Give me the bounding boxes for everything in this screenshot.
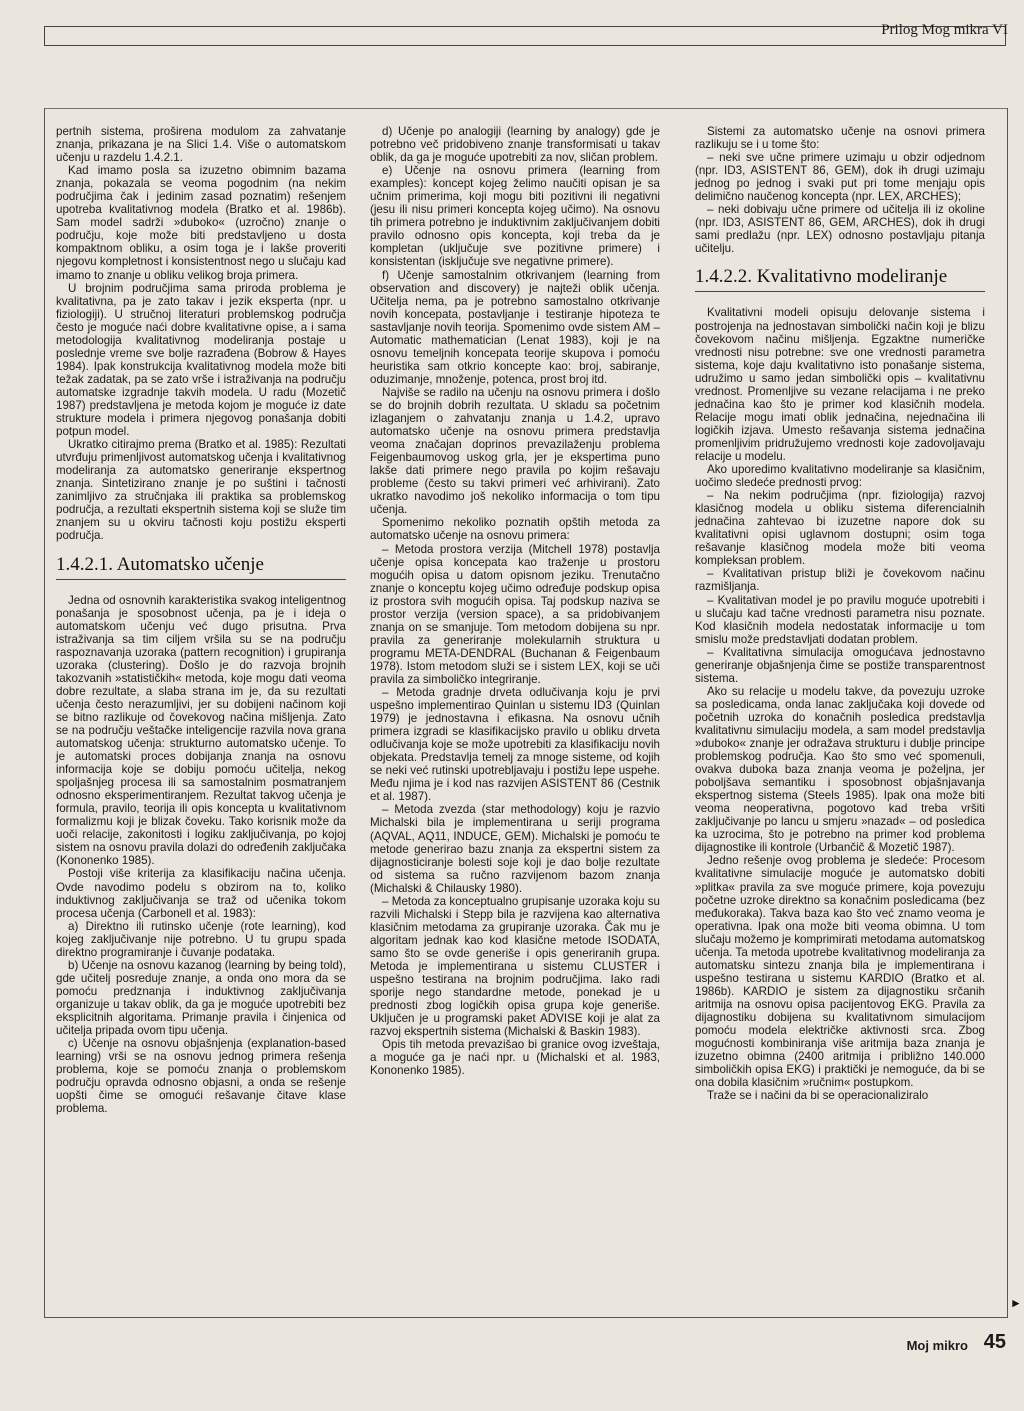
paragraph: Ukratko citirajmo prema (Bratko et al. 1985): Rezultati utvrđuju primenljivost automatskog učenja i kvalitativnog modeliranja za automatsko generiranje ekspertnog znanja. Sintetizirano znanje je po suštini i tačnosti zanimljivo za stručnjaka ili praktika sa problemskog područja, a rezultati ekspertnih sistema koji se služe tim znanjem su u okviru tačnosti koju postižu eksperti područja. [56,438,346,543]
section-heading: 1.4.2.1. Automatsko učenje [56,553,346,580]
paragraph: Traže se i načini da bi se operacionaliziralo [707,1089,929,1103]
paragraph: – Metoda zvezda (star methodology) koju je razvio Michalski bila je implementirana u seriji programa (AQVAL, AQ11, INDUCE, GEM). Michalski je pomoću te metode generirao bazu znanja za ekspertni sistem za dijagnosticiranje bolesti soje koji je dao bolje rezultate od sistema sa ručno razvijenom bazom znanja (Michalski & Chilausky 1980). [370,803,660,895]
magazine-name: Moj mikro [906,1338,968,1353]
paragraph: b) Učenje na osnovu kazanog (learning by being told), gde učitelj posreduje znanje, a onda ono mora da se pomoću predznanja i induktivnog zaključivanja organizuje u takav oblik, da ga je moguće upotrebiti bez eksplicitnih algoritama. Primanje pravila i činjenica od učitelja pripada ovom tipu učenja. [56,958,346,1038]
column-3 [695,125,985,1102]
paragraph: Opis tih metoda prevazišao bi granice ovog izveštaja, a moguće ga je naći npr. u (Michalski et al. 1983, Kononenko 1985). [370,1038,660,1078]
paragraph: – Kvalitativan model je po pravilu moguće upotrebiti i u slučaju kad tačne vrednosti parametra nisu poznate. Kod klasičnih modela nedostatak informacije u tom smislu može predstavljati dodatan problem. [695,593,985,646]
header-band [44,26,1006,46]
paragraph: – Metoda prostora verzija (Mitchell 1978) postavlja učenje opisa koncepata kao traženje u prostoru mogućih opisa u datom opisnom jeziku. Trenutačno znanje o konceptu kojeg učimo određuje podskup opisa iz prostora svih mogućih opisa. Taj podskup naziva se prostor verzija (version space), a sa pridobivanjem znanja on se smanjuje. Tom metodom dobijena su npr. pravila za generiranje molekularnih struktura u programu META-DENDRAL (Buchanan & Feigenbaum 1978). Istom metodom služi se i sistem LEX, koji se uči pravila za simboličko integriranje. [370,542,660,686]
paragraph: – neki dobivaju učne primere od učitelja ili iz okoline (npr. ID3, ASISTENT 86, GEM, ARCHES), dok ih drugi sami predlažu (npr. LEX) odnosno postavljaju pitanja učitelju. [695,203,985,256]
paragraph: f) Učenje samostalnim otkrivanjem (learning from observation and discovery) je najteži oblik učenja. Učitelja nema, pa je potrebno samostalno otkrivanje novih koncepata, postavljanje i testiranje hipoteza te sastavljanje novih teorija. Spomenimo ovde sistem AM – Automatic mathematician (Lenat 1983), koji je na osnovu temeljnih koncepata teorije skupova i pomoću heuristika sam otkrio koncepte kao: broj, sabiranje, oduzimanje, množenje, potenca, prost broj itd. [370,268,660,386]
paragraph: c) Učenje na osnovu objašnjenja (explanation-based learning) vrši se na osnovu jednog primera rešenja problema, koje se pomoću znanja o problemskom području opravda odnosno objasni, a onda se rešenje uopšti čime se omogući rešavanje čitave klase problema. [56,1037,346,1116]
page-number: 45 [983,1331,1006,1353]
paragraph: Kad imamo posla sa izuzetno obimnim bazama znanja, pokazala se veoma pogodnim (na nekim područjima čak i jedinim zasad poznatim) rešenjem upotreba kvalitativnog modela (Bratko et al. 1986b). Sam model sadrži »duboko« (uzročno) znanje o području, koje može biti predstavljeno u dosta kompaktnom obliku, a osim toga je i lakše proveriti njegovu kompletnost i konsistentnost nego u slučaju kad imamo to znanje u obliku velikog broja primera. [56,164,346,282]
paragraph: – Na nekim područjima (npr. fiziologija) razvoj klasičnog modela u obliku sistema diferencialnih jednačina zahtevao bi izuzetne napore dok su kvalitativni opisi uglavnom dostupni; osim toga rešavanje klasičnog modela može biti veoma kompleksan problem. [695,489,985,568]
column-1 [56,125,346,1115]
supplement-header: Prilog Mog mikra VI [881,22,1008,38]
paragraph: pertnih sistema, proširena modulom za zahvatanje znanja, prikazana je na Slici 1.4. Više o automatskom učenju u razdelu 1.4.2.1. [56,125,346,165]
paragraph: d) Učenje po analogiji (learning by analogy) gde je potrebno več pridobiveno znanje transformisati u takav oblik, da ga je moguće upotrebiti za nov, sličan problem. [370,125,660,165]
paragraph: Postoji više kriterija za klasifikaciju načina učenja. Ovde navodimo podelu s obzirom na to, koliko induktivnog zaključivanja se traž od učenika tokom procesa učenja (Carbonell et al. 1983): [56,867,346,920]
paragraph: Kvalitativni modeli opisuju delovanje sistema i postrojenja na jednostavan simbolički način koji je blizu čovekovom načinu mišljenja. Egzaktne numeričke vrednosti nisu potrebne: sve one vrednosti parametra sistema, koje daju kvalitativno isto ponašanje sistema, udružimo u samo jedan simbolički opis – kvalitativnu vrednost. Promenljive su vezane relacijama i ne preko jednačina kao što je primer kod klasičnih modela. Relacije mogu imati oblik jednačina, nejednačina ili logičkih izjava. Umesto rešavanja sistema jednačina promenljivim pridružujemo vrednosti koje zadovoljavaju relacije u modelu. [695,306,985,463]
continue-arrow-icon: ► [1010,1296,1022,1310]
paragraph: – Metoda gradnje drveta odlučivanja koju je prvi uspešno implementirao Quinlan u sistemu ID3 (Quinlan 1979) je jednostavna i efikasna. Na osnovu učnih primera izgradi se klasifikacijsko pravilo u obliku drveta odlučivanja koje se može upotrebiti za klasifikaciju novih objekata. Predstavlja temelj za mnoge sisteme, od kojih se neki već rutinski upotrebljavaju i postižu lepe uspehe. Među njima je i kod nas razvijen ASISTENT 86 (Cestnik et al. 1987). [370,686,660,804]
paragraph: Spomenimo nekoliko poznatih opštih metoda za automatsko učenje na osnovu primera: [370,516,660,543]
section-heading: 1.4.2.2. Kvalitativno modeliranje [695,265,985,292]
paragraph: – Kvalitativan pristup bliži je čovekovom načinu razmišljanja. [695,567,985,594]
paragraph: – Metoda za konceptualno grupisanje uzoraka koju su razvili Michalski i Stepp bila je razvijena kao alternativa klasičnim metodama za grupiranje uzoraka. Čak mu je algoritam jednak kao kod klasične metode ISODATA, samo što se ovde generiše i opis generiranih grupa. Metoda je implementirana u sistemu CLUSTER i uspešno testirana na brojnim područjima. Iako radi sporije nego standardne metode, ponekad je u prednosti zbog logičkih opisa grupa koje generiše. Uključen je u programski paket ADVISE koji je alat za razvoj ekspertnih sistema (Michalski & Baskin 1983). [370,894,660,1039]
paragraph: Jedna od osnovnih karakteristika svakog inteligentnog ponašanja je sposobnost učenja, pa je i ideja o automatskom učenju već dugo prisutna. Prva istraživanja sa tim ciljem vršila su se na području raspoznavanja uzoraka (pattern recognition) i grupiranja uzoraka (clustering). Došlo je do razvoja brojnih takozvanih »statističkih« metoda, koje mogu dati veoma dobre rezultate, a slaba strana im je, da su rezultati učenja često nerazumljivi, jer su dobijeni načinom koji se bitno razlikuje od čovekovog načina mišljenja. Zato se na području veštačke inteligencije razvila nova grana automatskog učenja: strukturno automatsko učenje. To je automatski proces dobijanja znanja na osnovu informacija koje se dobiju pomoću učitelja, nekog spoljašnjeg procesa ili sa samostalnim posmatranjem odnosno eksperimentiranjem. Rezultat takvog učenja je formula, pravilo, teorija ili opis koncepta u kvalitativnom formalizmu koji je blizak čoveku. Tako korisnik može da uoči relacije, zakonitosti i logiku zaključivanja, po kojoj sistem na osnovu pravila dolazi do određenih zaključaka (Kononenko 1985). [56,593,346,868]
column-2 [370,125,660,1077]
paragraph: Ako su relacije u modelu takve, da povezuju uzroke sa posledicama, onda lanac zaključaka koji dovede od početnih uzroka do konačnih posledica predstavlja kvalitativnu simulaciju modela, a sam model predstavlja »duboko« znanje jer odražava strukturu i dublje principe problemskog područja. Kao što smo već spomenuli, ovakva duboka baza znanja veoma je poželjna, jer poboljšava semantiku i sposobnost objašnjavanja ekspertnog sistema (Steels 1985). Ipak ona može biti veoma neoperativna, pogotovo kad treba vršiti zaključivanje po lancu u smjeru »nazad« – od posledica ka uzrocima, što je potrebno na primer kod problema dijagnostike ili kontrole (Urbančič & Mozetič 1987). [695,684,985,855]
paragraph: U brojnim područjima sama priroda problema je kvalitativna, pa je zato takav i jezik eksperta (npr. u fiziologiji). U stručnoj literaturi problemskog područja često je moguće naći dobre kvalitativne opise, a i sama metodologija kvalitativnog modeliranja postaje u poslednje vreme sve bolje razrađena (Bobrow & Hayes 1984). Ipak konstrukcija kvalitativnog modela može biti težak zadatak, pa se zato vrše i istraživanja na području automatske izgradnje takvih modela. U radu (Mozetič 1987) predstavljena je metoda kojom je moguće iz date strukture modela i primera njegovog ponašanja dobiti potpun model. [56,281,346,439]
paragraph: Sistemi za automatsko učenje na osnovi primera razlikuju se i u tome što: [695,125,985,152]
paragraph: Najviše se radilo na učenju na osnovu primera i došlo se do brojnih dobrih rezultata. U skladu sa početnim izlaganjem o zahvatanju znanja u 1.4.2, upravo automatsko učenje na osnovu primera predstavlja veoma značajan doprinos prevazilaženju problema Feigenbaumovog uskog grla, jer je ekspertima puno lakše dati primere nego pravila po kojim rešavaju probleme (često su takvi primeri već arhivirani). Zato ukratko navodimo još nekoliko informacija o tom tipu učenja. [370,385,660,517]
paragraph: Jedno rešenje ovog problema je sledeće: Procesom kvalitativne simulacije moguće je automatsko dobiti »plitka« pravila za sve moguće primere, koja povezuju početne uzroke direktno sa konačnim posledicama (bez međukoraka). Takva baza kao što već znamo veoma je operativna. Ipak ona može biti veoma obimna. U tom slučaju možemo je komprimirati metodama automatskog učenja. Ta metoda upotrebe kvalitativnog modeliranja za automatsku sintezu znanja bila je implementirana i uspešno testirana u sistemu KARDIO (Bratko et al. 1986b). KARDIO je sistem za dijagnostiku srčanih aritmija na osnovu opisa pacijentovog EKG. Pravila za dijagnostiku dobijena su kvalitativnom simulacijom pomoću modela električke aktivnosti srca. Zbog mogućnosti kombiniranja više aritmija baza znanja je izuzetno obimna (2400 aritmija i približno 140.000 simboličkih opisa EKG) i praktički je nemoguće, da bi se ona dobila klasičnim »ručnim« postupkom. [695,854,985,1090]
paragraph: a) Direktno ili rutinsko učenje (rote learning), kod kojeg zaključivanje nije potrebno. U tu grupu spada direktno programiranje i čuvanje podataka. [56,919,346,959]
paragraph: Ako uporedimo kvalitativno modeliranje sa klasičnim, uočimo sledeće prednosti prvog: [695,463,985,490]
paragraph: – Kvalitativna simulacija omogućava jednostavno generiranje objašnjenja čime se postiže transparentnost sistema. [695,645,985,685]
paragraph: e) Učenje na osnovu primera (learning from examples): koncept kojeg želimo naučiti opisan je sa učnim primerima, koji mogu biti pozitivni ili negativni (jesu ili nisu primeri koncepta kojeg učimo). Na osnovu tih primera potrebno je induktivnim zaključivanjem dobiti pravilo odnosno opis koncepta, koji treba da je kompletan (uključuje sve pozitivne primere) i konsistentan (isključuje sve negativne primere). [370,164,660,269]
paragraph: – neki sve učne primere uzimaju u obzir odjednom (npr. ID3, ASISTENT 86, GEM), dok ih drugi uzimaju jednog po jednog i svaki put pri tome menjaju opis delimično naučenog koncepta (npr. LEX, ARCHES); [695,151,985,204]
